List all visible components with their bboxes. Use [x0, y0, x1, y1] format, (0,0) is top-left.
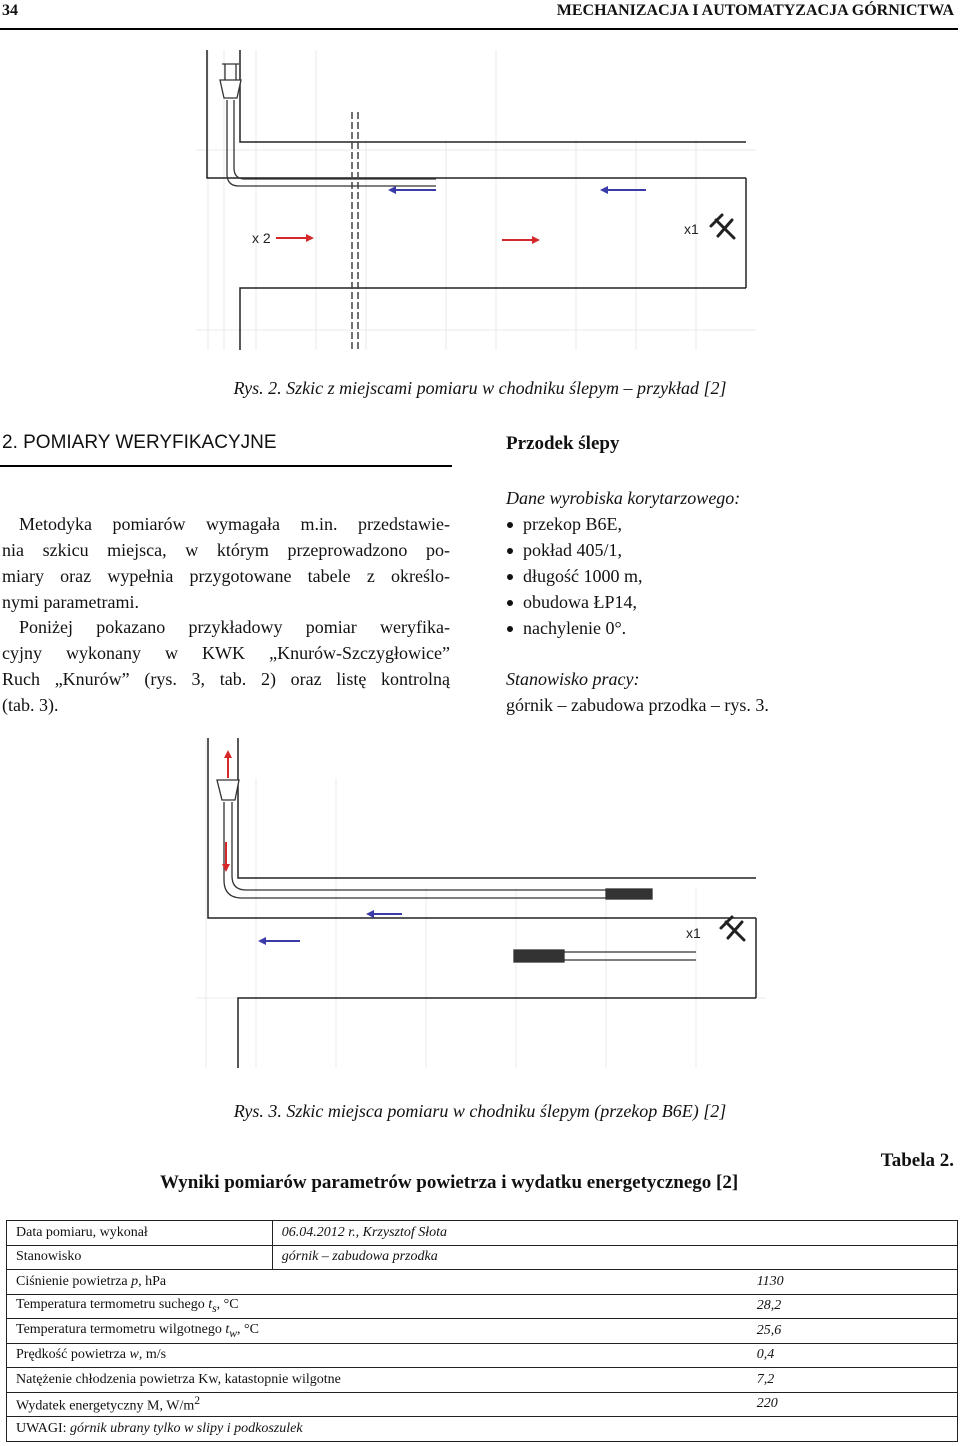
table-row: [7, 1319, 958, 1344]
face-duct: [514, 950, 696, 962]
paragraph-2-line: Ruch „Knurów” (rys. 3, tab. 2) oraz listę kontrolną: [2, 669, 450, 689]
label-superscript: 2: [194, 1393, 201, 1407]
figure-2-sketch: [196, 50, 756, 360]
label-subscript: w: [229, 1326, 238, 1340]
table-row: [7, 1245, 958, 1270]
ventilation-duct: [217, 780, 652, 899]
paragraph-2-line: Poniżej pokazano przykładowy pomiar weryfika-: [19, 617, 450, 637]
label-subscript: s: [212, 1302, 217, 1316]
label-text: Ciśnienie powietrza: [16, 1273, 132, 1289]
return-air-arrow-right: [600, 186, 646, 194]
figure-2-caption: Rys. 2. Szkic z miejscami pomiaru w chodniku ślepym – przykład [2]: [233, 378, 727, 398]
list-item: nachylenie 0°.: [506, 615, 769, 641]
supply-air-arrow-x2: [276, 234, 314, 242]
figure-3-caption: Rys. 3. Szkic miejsca pomiaru w chodniku ślepym (przekop B6E) [2]: [233, 1101, 727, 1121]
page-number: 34: [2, 2, 18, 19]
supply-air-arrow-mid: [502, 236, 540, 244]
table-title: Wyniki pomiarów parametrów powietrza i wydatku energetycznego [2]: [160, 1172, 739, 1193]
list-item: obudowa ŁP14,: [506, 589, 769, 615]
label-text: Wydatek energetyczny M, W/m: [16, 1398, 195, 1414]
table-row: [7, 1392, 958, 1417]
section-title: 2. POMIARY WERYFIKACYJNE: [2, 432, 277, 453]
drift-walls: [207, 50, 746, 350]
results-table: [6, 1220, 958, 1442]
remarks-value: górnik ubrany tylko w slipy i podkoszulek: [70, 1420, 303, 1436]
right-column-title: Przodek ślepy: [506, 433, 620, 454]
label-text: Temperatura termometru wilgotnego: [16, 1321, 226, 1337]
list-item: przekop B6E,: [506, 511, 769, 537]
supply-air-arrow-up: [224, 750, 232, 778]
paragraph-1: [2, 511, 450, 615]
remarks-label: UWAGI:: [16, 1420, 71, 1436]
table-row: [7, 1294, 958, 1319]
journal-title: MECHANIZACJA I AUTOMATYZACJA GÓRNICTWA: [556, 2, 954, 19]
return-air-arrow-left: [388, 186, 436, 194]
section-title-rule: [0, 465, 452, 467]
list-item: długość 1000 m,: [506, 563, 769, 589]
dashed-duct-vertical: [352, 112, 358, 350]
return-air-arrow-left: [258, 937, 300, 945]
table-cell-label: Data pomiaru, wykonał: [7, 1221, 273, 1246]
paragraph-2-line: (tab. 3).: [2, 695, 59, 715]
label-x1: x1: [686, 925, 701, 941]
table-row: [7, 1368, 958, 1393]
table-cell-value: 28,2: [740, 1294, 958, 1319]
header-rule: [0, 28, 958, 30]
table-cell-label: [7, 1392, 740, 1417]
label-variable: t: [225, 1321, 230, 1337]
paragraph-2: [2, 614, 450, 718]
table-row: [7, 1270, 958, 1295]
table-cell-label: Stanowisko: [7, 1245, 273, 1270]
table-cell-value: 06.04.2012 r., Krzysztof Słota: [272, 1221, 957, 1246]
table-cell-value: 0,4: [740, 1343, 958, 1368]
label-text: Prędkość powietrza: [16, 1347, 130, 1363]
label-unit: , °C: [237, 1321, 259, 1337]
paragraph-1-line: Metodyka pomiarów wymagała m.in. przedstawie-: [19, 514, 450, 534]
table-cell-label: [7, 1270, 740, 1295]
paragraph-1-line: nymi parametrami.: [2, 592, 139, 612]
list-item: pokład 405/1,: [506, 537, 769, 563]
supply-air-arrow-down: [222, 842, 230, 872]
workplace-value: górnik – zabudowa przodka – rys. 3.: [506, 695, 769, 715]
figure-3-sketch: [196, 738, 766, 1078]
table-cell-value: 25,6: [740, 1319, 958, 1344]
hammer-pick-icon: [711, 215, 734, 238]
label-x2: x 2: [252, 230, 271, 246]
workplace-heading: Stanowisko pracy:: [506, 669, 640, 689]
label-variable: p: [131, 1273, 139, 1289]
drift-data-list: [506, 511, 769, 641]
table-cell-label: [7, 1343, 740, 1368]
table-cell-value: 220: [740, 1392, 958, 1417]
label-variable: t: [208, 1297, 213, 1313]
label-x1: x1: [684, 221, 699, 237]
table-row: [7, 1417, 958, 1442]
table-row: [7, 1221, 958, 1246]
table-cell-value: górnik – zabudowa przodka: [272, 1245, 957, 1270]
label-unit: , hPa: [138, 1273, 167, 1289]
paragraph-1-line: nia szkicu miejsca, w którym przeprowadzono po-: [2, 540, 450, 560]
label-unit: , m/s: [138, 1347, 167, 1363]
label-text: Temperatura termometru suchego: [16, 1297, 209, 1313]
table-cell-value: 7,2: [740, 1368, 958, 1393]
table-cell-remarks: [7, 1417, 958, 1442]
table-cell-label: [7, 1319, 740, 1344]
hammer-pick-icon: [721, 917, 744, 940]
label-unit: , °C: [216, 1297, 239, 1313]
table-cell-label: [7, 1294, 740, 1319]
table-cell-value: 1130: [740, 1270, 958, 1295]
table-label: Tabela 2.: [880, 1150, 954, 1171]
table-cell-label: Natężenie chłodzenia powietrza Kw, katastopnie wilgotne: [7, 1368, 740, 1393]
drift-data-heading: Dane wyrobiska korytarzowego:: [506, 488, 741, 508]
figure-3-background: [196, 738, 766, 1068]
paragraph-2-line: cyjny wykonany w KWK „Knurów-Szczygłowice”: [2, 643, 450, 663]
paragraph-1-line: miary oraz wypełnia przygotowane tabele z określo-: [2, 566, 450, 586]
ventilation-duct: [220, 64, 436, 186]
right-column-body: [506, 485, 769, 718]
table-row: [7, 1343, 958, 1368]
label-variable: w: [129, 1347, 139, 1363]
return-air-arrow-mid: [366, 910, 402, 918]
drift-walls: [208, 738, 756, 1068]
figure-2-background: [196, 50, 756, 350]
